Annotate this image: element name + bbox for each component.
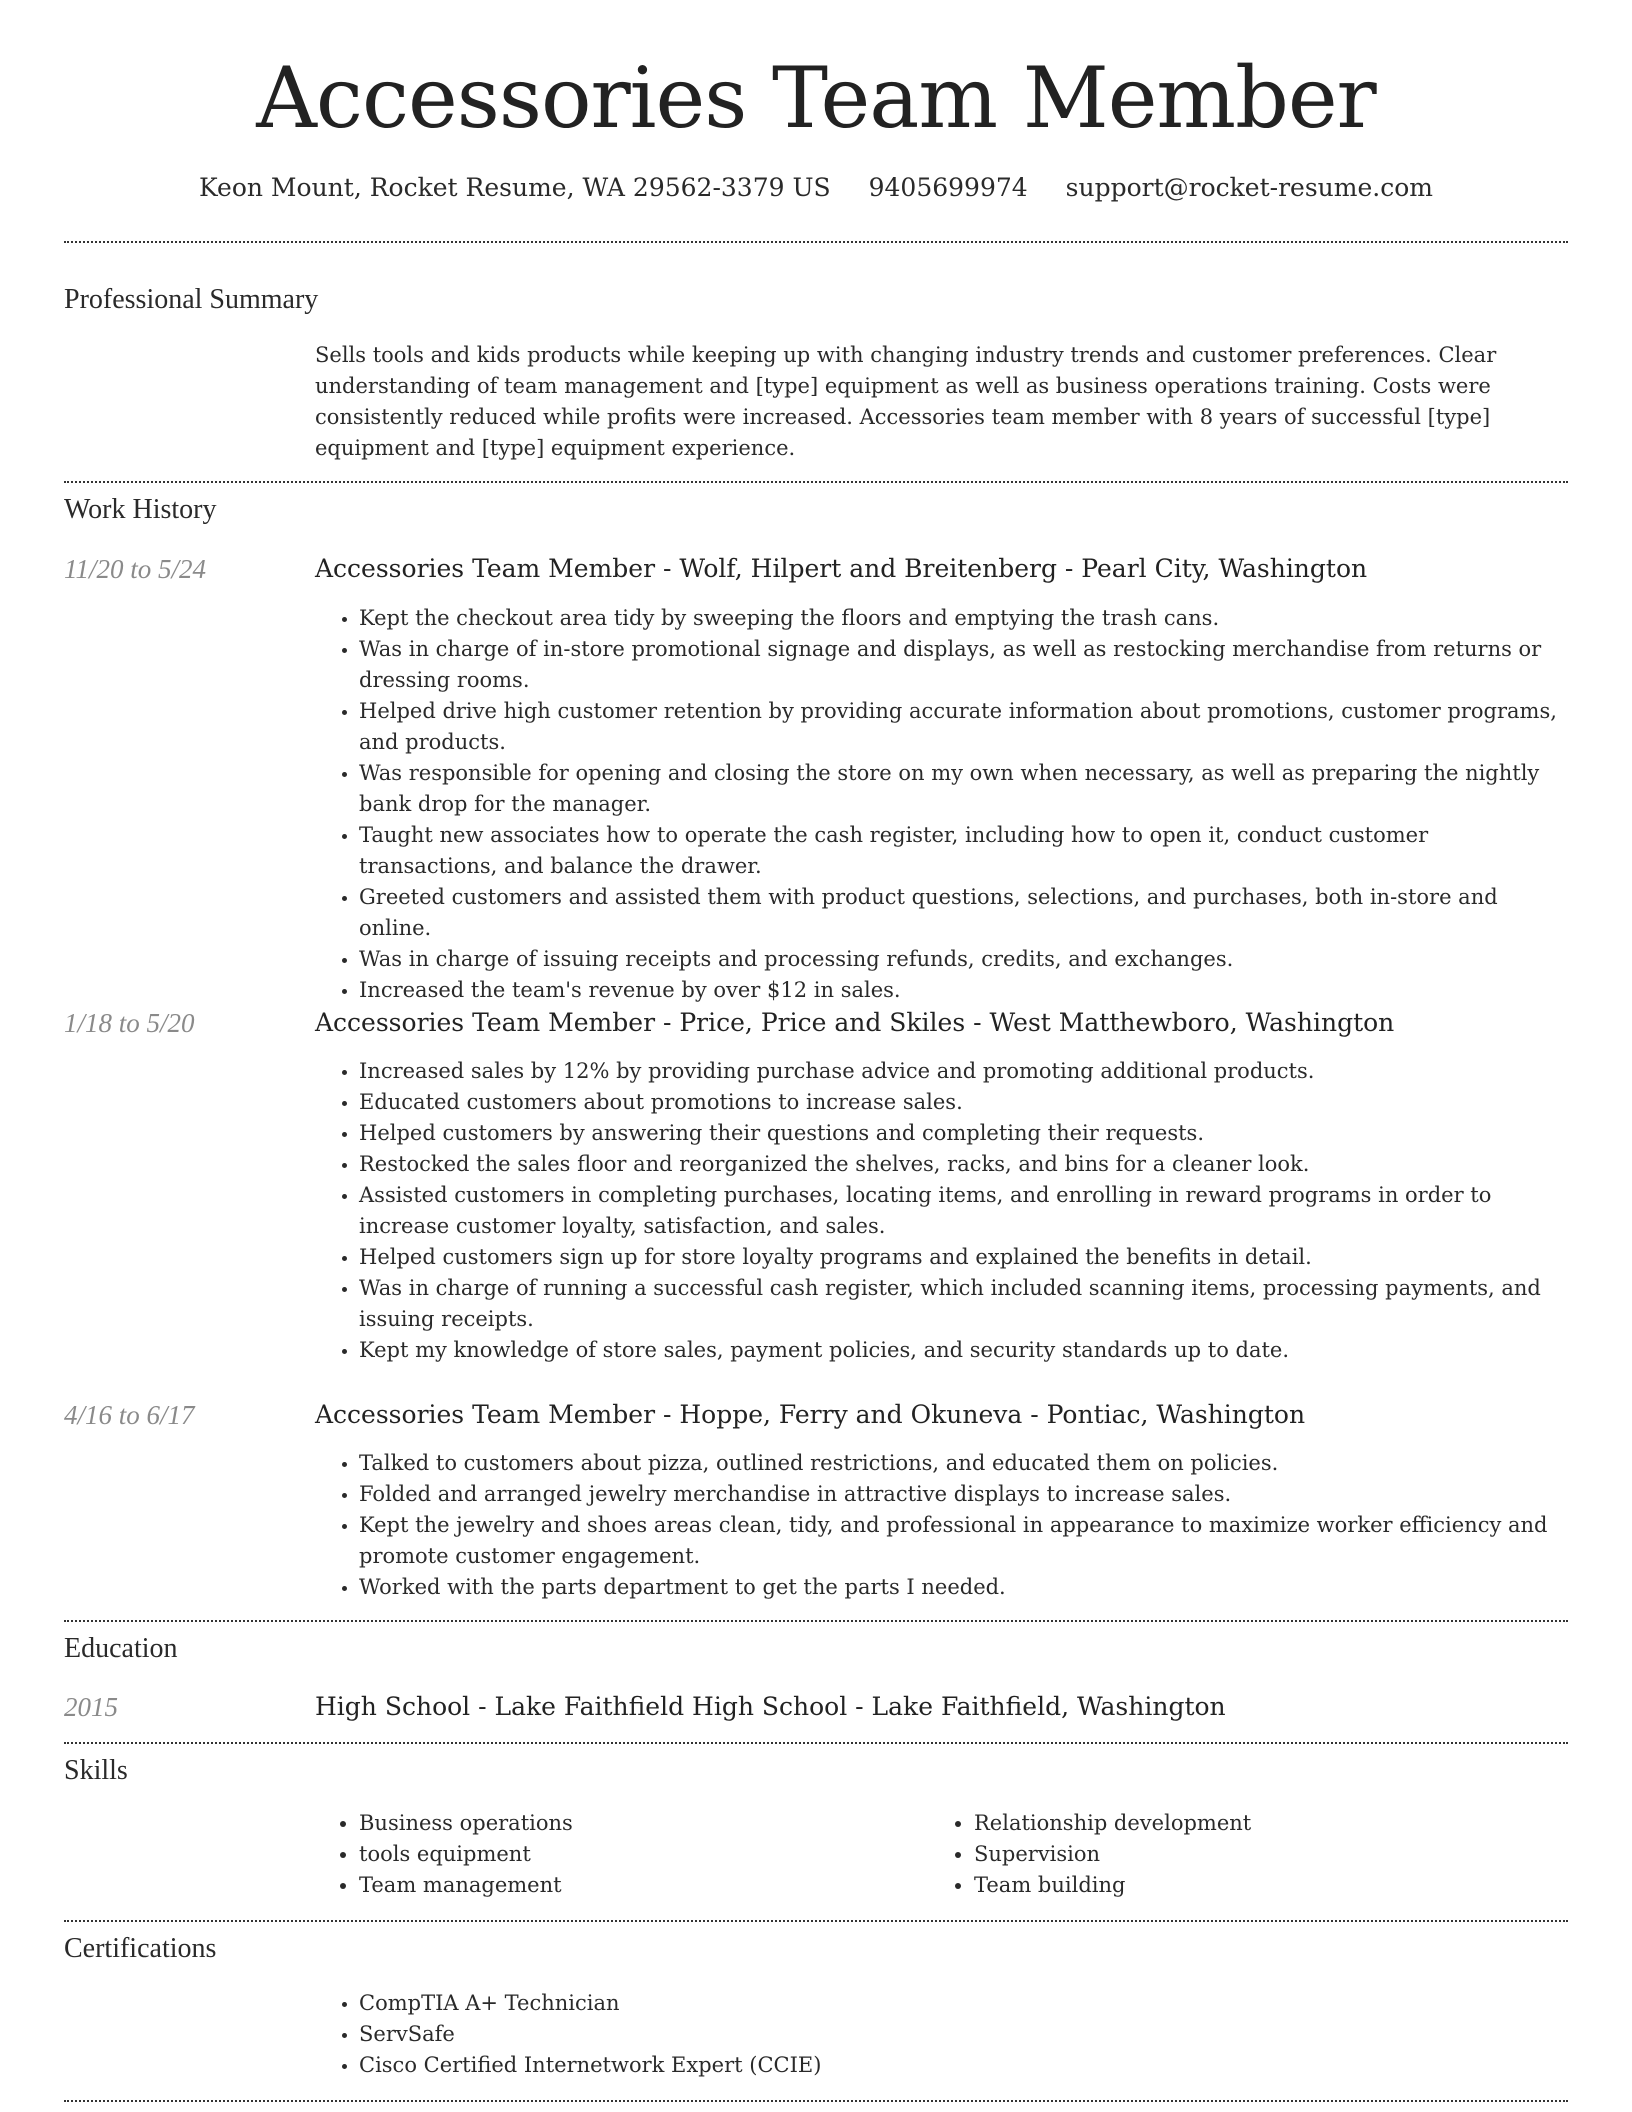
divider: [64, 1920, 1568, 1922]
skills-list-left: [315, 1808, 915, 1901]
list-item: • Worked with the parts department to get the parts I needed.: [359, 1572, 1565, 1603]
job-bullets: [315, 1056, 1565, 1366]
contact-email: support@rocket-resume.com: [1065, 173, 1433, 202]
section-heading-skills: Skills: [64, 1755, 128, 1786]
list-item: • Helped customers sign up for store loyalty programs and explained the benefits in detail.: [359, 1242, 1565, 1273]
education-year: 2015: [64, 1692, 118, 1722]
list-item: • Team building: [974, 1870, 1530, 1901]
certifications-list: [315, 1988, 1565, 2081]
list-item: • Educated customers about promotions to increase sales.: [359, 1087, 1565, 1118]
summary-text: Sells tools and kids products while keeping up with changing industry trends and customer preferences. Clear understanding of team management and [type] equipment as well as business operations training. Costs were consistently reduced while profits were increased. Accessories team member with 8 years of successful [type] equipment and [type] equipment experience.: [315, 343, 1497, 460]
list-item: • Supervision: [974, 1839, 1530, 1870]
section-heading-work-history: Work History: [64, 494, 217, 525]
job-heading: Accessories Team Member - Price, Price and Skiles - West Matthewboro, Washington: [315, 1008, 1395, 1037]
job-dates: 1/18 to 5/20: [64, 1008, 195, 1038]
list-item: • Helped customers by answering their questions and completing their requests.: [359, 1118, 1565, 1149]
resume-title: Accessories Team Member: [256, 49, 1376, 147]
job-heading: Accessories Team Member - Hoppe, Ferry and Okuneva - Pontiac, Washington: [315, 1400, 1306, 1429]
job-heading: Accessories Team Member - Wolf, Hilpert and Breitenberg - Pearl City, Washington: [315, 554, 1368, 583]
section-heading-certifications: Certifications: [64, 1933, 217, 1964]
list-item: • Was in charge of in-store promotional signage and displays, as well as restocking merchandise from returns or dressing rooms.: [359, 634, 1565, 696]
divider: [64, 481, 1568, 483]
list-item: • Was in charge of issuing receipts and processing refunds, credits, and exchanges.: [359, 944, 1565, 975]
divider: [64, 1742, 1568, 1744]
education-entry: High School - Lake Faithfield High School - Lake Faithfield, Washington: [315, 1692, 1226, 1721]
list-item: • Greeted customers and assisted them with product questions, selections, and purchases, both in-store and online.: [359, 882, 1565, 944]
list-item: • ServSafe: [359, 2019, 1565, 2050]
list-item: • Restocked the sales floor and reorganized the shelves, racks, and bins for a cleaner look.: [359, 1149, 1565, 1180]
skills-list-right: [930, 1808, 1530, 1901]
divider: [64, 1620, 1568, 1622]
list-item: • Business operations: [359, 1808, 915, 1839]
section-heading-summary: Professional Summary: [64, 284, 319, 315]
list-item: • Kept my knowledge of store sales, payment policies, and security standards up to date.: [359, 1335, 1565, 1366]
list-item: • Taught new associates how to operate the cash register, including how to open it, conduct customer transactions, and balance the drawer.: [359, 820, 1565, 882]
list-item: • Was responsible for opening and closing the store on my own when necessary, as well as preparing the nightly bank drop for the manager.: [359, 758, 1565, 820]
contact-line: [0, 168, 1632, 208]
section-heading-education: Education: [64, 1633, 178, 1664]
job-bullets: [315, 1448, 1565, 1603]
list-item: • tools equipment: [359, 1839, 915, 1870]
list-item: • Kept the checkout area tidy by sweeping the floors and emptying the trash cans.: [359, 603, 1565, 634]
divider: [64, 2100, 1568, 2102]
job-bullets: [315, 603, 1565, 1006]
list-item: • Assisted customers in completing purchases, locating items, and enrolling in reward programs in order to increase customer loyalty, satisfaction, and sales.: [359, 1180, 1565, 1242]
contact-phone: 9405699974: [868, 173, 1028, 202]
list-item: • Increased the team's revenue by over $12 in sales.: [359, 975, 1565, 1006]
list-item: • Team management: [359, 1870, 915, 1901]
list-item: • Increased sales by 12% by providing purchase advice and promoting additional products.: [359, 1056, 1565, 1087]
list-item: • Relationship development: [974, 1808, 1530, 1839]
job-dates: 4/16 to 6/17: [64, 1400, 195, 1430]
divider: [64, 241, 1568, 243]
list-item: • Was in charge of running a successful cash register, which included scanning items, processing payments, and issuing receipts.: [359, 1273, 1565, 1335]
list-item: • CompTIA A+ Technician: [359, 1988, 1565, 2019]
list-item: • Cisco Certified Internetwork Expert (CCIE): [359, 2050, 1565, 2081]
list-item: • Helped drive high customer retention by providing accurate information about promotions, customer programs, and products.: [359, 696, 1565, 758]
job-dates: 11/20 to 5/24: [64, 554, 207, 584]
contact-address: Keon Mount, Rocket Resume, WA 29562-3379 US: [199, 173, 831, 202]
list-item: • Kept the jewelry and shoes areas clean, tidy, and professional in appearance to maximize worker efficiency and promote customer engagement.: [359, 1510, 1565, 1572]
list-item: • Folded and arranged jewelry merchandise in attractive displays to increase sales.: [359, 1479, 1565, 1510]
list-item: • Talked to customers about pizza, outlined restrictions, and educated them on policies.: [359, 1448, 1565, 1479]
